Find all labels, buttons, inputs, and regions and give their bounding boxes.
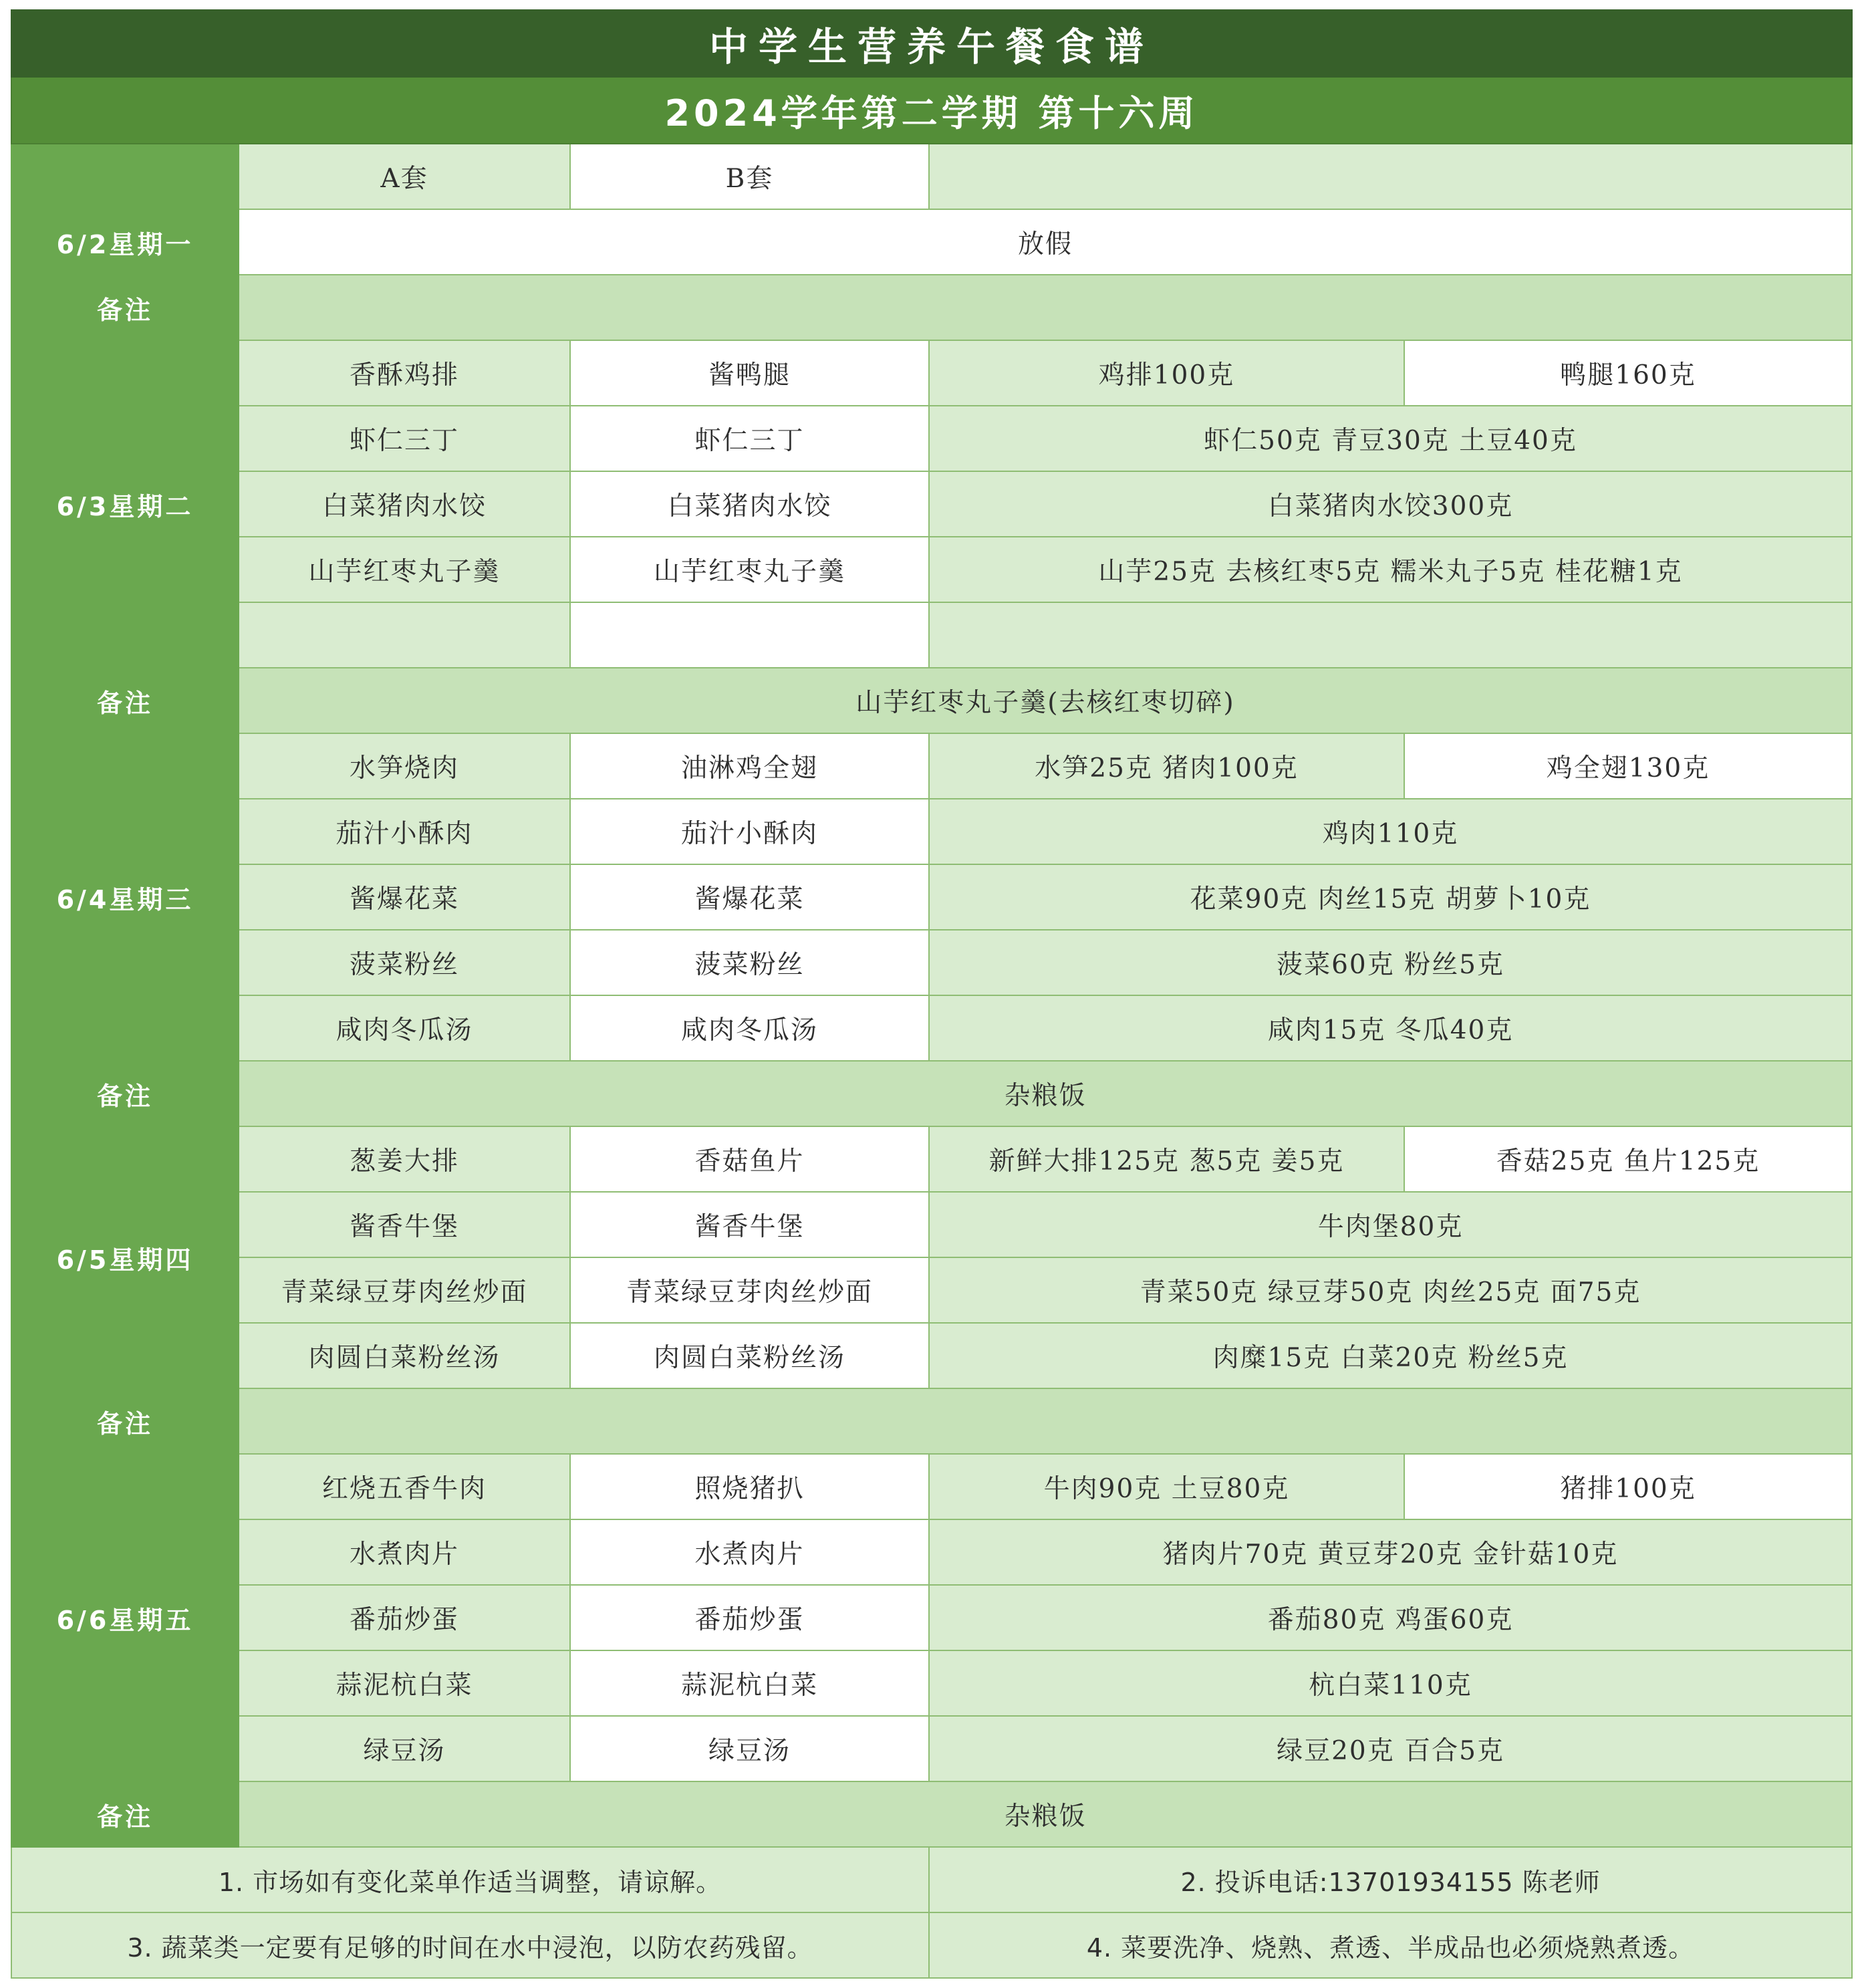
dish-row — [11, 1126, 1852, 1192]
note-value: 山芋红枣丸子羹(去核红枣切碎) — [239, 668, 1852, 733]
footer-row — [11, 1912, 1852, 1978]
note-value — [239, 275, 1852, 340]
header-ingredients — [929, 144, 1852, 209]
header-set-a: A套 — [239, 144, 570, 209]
dish-set-a — [239, 602, 570, 668]
dish-row — [11, 1519, 1852, 1585]
dish-set-b: 青菜绿豆芽肉丝炒面 — [570, 1257, 929, 1323]
dish-set-a: 茄汁小酥肉 — [239, 799, 570, 864]
holiday-cell: 放假 — [239, 209, 1852, 275]
dish-set-a: 水煮肉片 — [239, 1519, 570, 1585]
ingredients-cell: 虾仁50克 青豆30克 土豆40克 — [929, 406, 1852, 471]
dish-row — [11, 406, 1852, 471]
header-row — [11, 144, 1852, 209]
ingredients-cell: 山芋25克 去核红枣5克 糯米丸子5克 桂花糖1克 — [929, 537, 1852, 602]
ingredients-cell: 杭白菜110克 — [929, 1650, 1852, 1716]
day-label: 6/4星期三 — [11, 733, 239, 1061]
dish-row — [11, 930, 1852, 995]
dish-set-b: 水煮肉片 — [570, 1519, 929, 1585]
dish-set-b: 茄汁小酥肉 — [570, 799, 929, 864]
dish-row — [11, 733, 1852, 799]
header-set-b: B套 — [570, 144, 929, 209]
dish-set-a: 水笋烧肉 — [239, 733, 570, 799]
note-value — [239, 1388, 1852, 1454]
ingredients-set-b: 香菇25克 鱼片125克 — [1404, 1126, 1852, 1192]
dish-set-a: 葱姜大排 — [239, 1126, 570, 1192]
dish-set-b: 酱爆花菜 — [570, 864, 929, 930]
dish-row — [11, 602, 1852, 668]
ingredients-set-b: 鸡全翅130克 — [1404, 733, 1852, 799]
dish-set-b — [570, 602, 929, 668]
note-label: 备注 — [11, 1061, 239, 1126]
dish-set-a: 蒜泥杭白菜 — [239, 1650, 570, 1716]
ingredients-cell: 番茄80克 鸡蛋60克 — [929, 1585, 1852, 1650]
dish-set-a: 香酥鸡排 — [239, 340, 570, 406]
ingredients-cell: 花菜90克 肉丝15克 胡萝卜10克 — [929, 864, 1852, 930]
dish-set-b: 蒜泥杭白菜 — [570, 1650, 929, 1716]
dish-set-b: 番茄炒蛋 — [570, 1585, 929, 1650]
ingredients-set-b: 鸭腿160克 — [1404, 340, 1852, 406]
dish-set-a: 咸肉冬瓜汤 — [239, 995, 570, 1061]
dish-row — [11, 1650, 1852, 1716]
dish-set-b: 虾仁三丁 — [570, 406, 929, 471]
ingredients-cell: 肉糜15克 白菜20克 粉丝5克 — [929, 1323, 1852, 1388]
dish-row — [11, 1454, 1852, 1519]
menu-table — [11, 9, 1853, 1979]
dish-set-b: 香菇鱼片 — [570, 1126, 929, 1192]
dish-row — [11, 1585, 1852, 1650]
lunch-menu — [11, 9, 1851, 1979]
ingredients-cell: 青菜50克 绿豆芽50克 肉丝25克 面75克 — [929, 1257, 1852, 1323]
dish-set-b: 照烧猪扒 — [570, 1454, 929, 1519]
menu-title: 中学生营养午餐食谱 — [11, 10, 1852, 77]
dish-row — [11, 1716, 1852, 1781]
dish-set-a: 山芋红枣丸子羹 — [239, 537, 570, 602]
dish-set-a: 酱香牛堡 — [239, 1192, 570, 1257]
footer-note: 4. 菜要洗净、烧熟、煮透、半成品也必须烧熟煮透。 — [929, 1912, 1852, 1978]
note-row — [11, 275, 1852, 340]
ingredients-cell — [929, 602, 1852, 668]
dish-set-b: 酱鸭腿 — [570, 340, 929, 406]
ingredients-cell: 猪肉片70克 黄豆芽20克 金针菇10克 — [929, 1519, 1852, 1585]
ingredients-set-a: 水笋25克 猪肉100克 — [929, 733, 1404, 799]
ingredients-cell: 咸肉15克 冬瓜40克 — [929, 995, 1852, 1061]
note-row — [11, 1061, 1852, 1126]
dish-set-a: 菠菜粉丝 — [239, 930, 570, 995]
dish-row — [11, 1257, 1852, 1323]
dish-set-a: 红烧五香牛肉 — [239, 1454, 570, 1519]
dish-set-b: 山芋红枣丸子羹 — [570, 537, 929, 602]
dish-set-b: 白菜猪肉水饺 — [570, 471, 929, 537]
dish-set-b: 咸肉冬瓜汤 — [570, 995, 929, 1061]
dish-set-a: 绿豆汤 — [239, 1716, 570, 1781]
footer-note: 2. 投诉电话:13701934155 陈老师 — [929, 1847, 1852, 1912]
dish-row — [11, 340, 1852, 406]
day-label: 6/6星期五 — [11, 1454, 239, 1781]
note-value: 杂粮饭 — [239, 1781, 1852, 1847]
note-row — [11, 1781, 1852, 1847]
dish-set-b: 绿豆汤 — [570, 1716, 929, 1781]
dish-set-a: 酱爆花菜 — [239, 864, 570, 930]
dish-set-b: 酱香牛堡 — [570, 1192, 929, 1257]
ingredients-cell: 菠菜60克 粉丝5克 — [929, 930, 1852, 995]
ingredients-cell: 绿豆20克 百合5克 — [929, 1716, 1852, 1781]
dish-row — [11, 1323, 1852, 1388]
dish-set-b: 肉圆白菜粉丝汤 — [570, 1323, 929, 1388]
day-label: 6/3星期二 — [11, 340, 239, 668]
dish-set-b: 菠菜粉丝 — [570, 930, 929, 995]
note-row — [11, 1388, 1852, 1454]
note-label: 备注 — [11, 275, 239, 340]
ingredients-cell: 鸡肉110克 — [929, 799, 1852, 864]
note-label: 备注 — [11, 1781, 239, 1847]
footer-row — [11, 1847, 1852, 1912]
dish-set-a: 白菜猪肉水饺 — [239, 471, 570, 537]
ingredients-set-a: 鸡排100克 — [929, 340, 1404, 406]
dish-row — [11, 799, 1852, 864]
footer-note: 1. 市场如有变化菜单作适当调整，请谅解。 — [11, 1847, 929, 1912]
dish-row — [11, 537, 1852, 602]
dish-row — [11, 1192, 1852, 1257]
footer-note: 3. 蔬菜类一定要有足够的时间在水中浸泡，以防农药残留。 — [11, 1912, 929, 1978]
ingredients-cell: 牛肉堡80克 — [929, 1192, 1852, 1257]
note-label: 备注 — [11, 1388, 239, 1454]
day-label: 6/5星期四 — [11, 1126, 239, 1388]
dish-set-b: 油淋鸡全翅 — [570, 733, 929, 799]
day-label: 6/2星期一 — [11, 209, 239, 275]
dish-set-a: 番茄炒蛋 — [239, 1585, 570, 1650]
dish-row — [11, 995, 1852, 1061]
day-row — [11, 209, 1852, 275]
note-label: 备注 — [11, 668, 239, 733]
menu-subtitle: 2024学年第二学期 第十六周 — [11, 77, 1852, 144]
note-row — [11, 668, 1852, 733]
ingredients-cell: 白菜猪肉水饺300克 — [929, 471, 1852, 537]
dish-set-a: 虾仁三丁 — [239, 406, 570, 471]
dish-row — [11, 471, 1852, 537]
ingredients-set-b: 猪排100克 — [1404, 1454, 1852, 1519]
dish-set-a: 青菜绿豆芽肉丝炒面 — [239, 1257, 570, 1323]
header-corner — [11, 144, 239, 209]
ingredients-set-a: 新鲜大排125克 葱5克 姜5克 — [929, 1126, 1404, 1192]
ingredients-set-a: 牛肉90克 土豆80克 — [929, 1454, 1404, 1519]
note-value: 杂粮饭 — [239, 1061, 1852, 1126]
dish-row — [11, 864, 1852, 930]
dish-set-a: 肉圆白菜粉丝汤 — [239, 1323, 570, 1388]
